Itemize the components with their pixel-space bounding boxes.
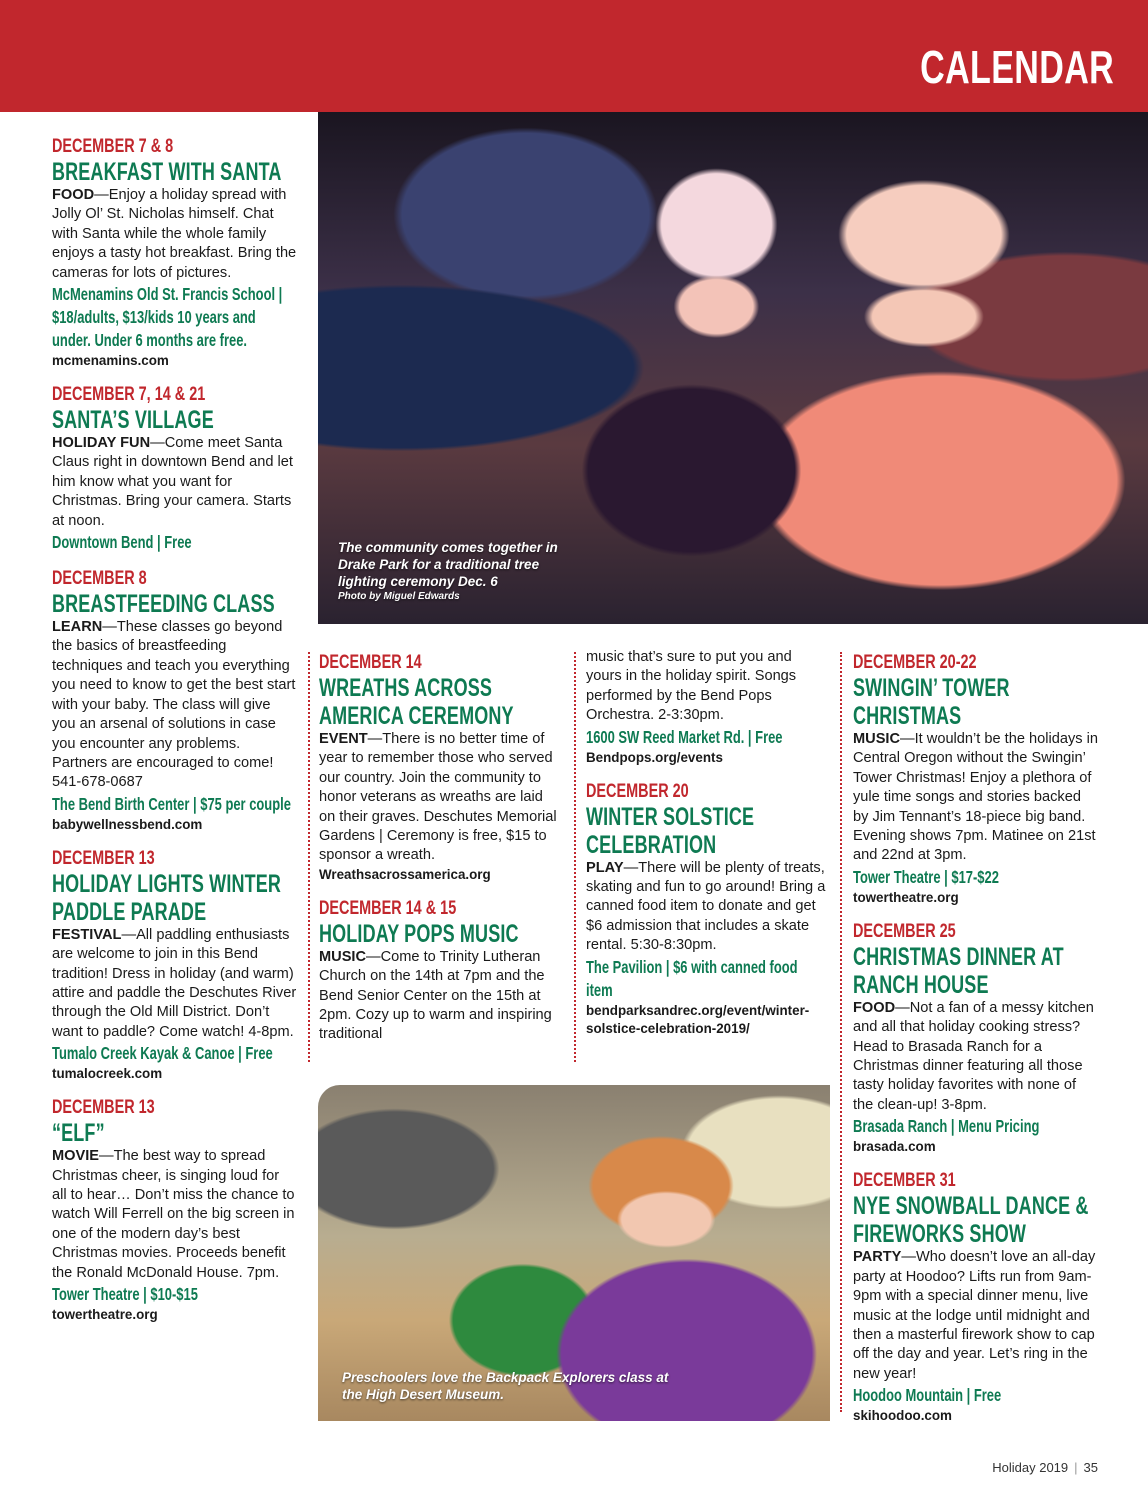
photo-caption: Preschoolers love the Backpack Explorers class at the High Desert Museum. xyxy=(342,1370,669,1402)
event-link[interactable]: babywellnessbend.com xyxy=(52,816,203,832)
event-category: HOLIDAY FUN xyxy=(52,435,151,452)
event-date: DECEMBER 31 xyxy=(853,1170,956,1192)
event-text: —There will be plenty of treats, skating and fun to go around! Bring a canned food item to donate and get $6 admission that includes a skate rental. 5:30-8:30pm. xyxy=(586,859,826,954)
event-venue: Tumalo Creek Kayak & Canoe | Free xyxy=(52,1043,273,1064)
event-category: LEARN xyxy=(52,619,103,636)
event-description xyxy=(853,1248,1098,1384)
event-text: —Who doesn’t love an all-day party at Hoodoo? Lifts run from 9am-9pm with a special dinner menu, live music at the lodge until midnight and then a masterful firework show to cap off the day and year. Let’s ring in the new year! xyxy=(853,1249,1096,1382)
event-venue: The Bend Birth Center | $75 per couple xyxy=(52,793,291,814)
event-description xyxy=(52,1147,297,1283)
event-title: SANTA’S VILLAGE xyxy=(52,406,214,435)
event-link[interactable]: tumalocreek.com xyxy=(52,1066,163,1082)
event-text: —The best way to spread Christmas cheer, is singing loud for all to hear… Don’t miss the chance to watch Will Ferrell on the big screen in one of the modern day’s best Christmas movies. Proceeds benefit the Ronald McDonald House. 7pm. xyxy=(52,1148,295,1281)
event-title: “ELF” xyxy=(52,1119,105,1148)
event-category: PARTY xyxy=(853,1249,902,1266)
event-description xyxy=(319,948,562,1045)
event-description xyxy=(586,859,826,956)
event-title: HOLIDAY LIGHTS WINTER PADDLE PARADE xyxy=(52,869,282,926)
column-2 xyxy=(319,652,562,1059)
event-item xyxy=(586,781,826,1038)
tree-lighting-photo xyxy=(318,112,1148,624)
event-venue: Hoodoo Mountain | Free xyxy=(853,1385,1002,1406)
event-title: BREASTFEEDING CLASS xyxy=(52,590,275,619)
event-item xyxy=(853,921,1098,1156)
section-title: CALENDAR xyxy=(920,41,1114,93)
event-category: EVENT xyxy=(319,731,368,747)
column-4 xyxy=(853,652,1098,1439)
event-title: WINTER SOLSTICE CELEBRATION xyxy=(586,802,755,859)
event-link[interactable]: bendparksandrec.org/event/winter-solstice-celebration-2019/ xyxy=(586,1002,810,1036)
preschool-photo xyxy=(318,1085,830,1421)
event-link[interactable]: Wreathsacrossamerica.org xyxy=(319,866,491,882)
event-category: MUSIC xyxy=(853,731,901,747)
event-description xyxy=(52,926,297,1042)
column-divider xyxy=(308,652,310,1062)
header-banner xyxy=(0,0,1148,112)
event-text: —These classes go beyond the basics of breastfeeding techniques and teach you everything you need to know to get the best start with your baby. The class will give you an arsenal of solutions in case you encounter any problems. Partners are encouraged to come! 541-678-0687 xyxy=(52,619,296,791)
event-description xyxy=(853,999,1098,1115)
event-description xyxy=(853,730,1098,866)
event-date: DECEMBER 14 & 15 xyxy=(319,897,457,919)
event-date: DECEMBER 7, 14 & 21 xyxy=(52,384,206,406)
event-text: —Come meet Santa Claus right in downtown Bend and let him know what you want for Christmas. Bring your camera. Starts at noon. xyxy=(52,435,293,529)
event-category: FOOD xyxy=(52,187,95,203)
event-venue: Downtown Bend | Free xyxy=(52,532,192,553)
event-venue: McMenamins Old St. Francis School | $18/adults, $13/kids 10 years and under. Under 6 months are free. xyxy=(52,284,283,351)
photo-credit: Photo by Miguel Edwards xyxy=(338,591,460,602)
caption-text: The community comes together in Drake Park for a traditional tree lighting ceremony Dec. 6 xyxy=(338,540,558,589)
event-link[interactable]: Bendpops.org/events xyxy=(586,749,723,765)
event-item xyxy=(52,568,297,834)
event-category: FESTIVAL xyxy=(52,926,122,943)
event-item xyxy=(52,384,297,554)
issue-name: Holiday 2019 xyxy=(992,1460,1069,1475)
event-text: —Come to Trinity Lutheran Church on the 14th at 7pm and the Bend Senior Center on the 15th at 2pm. Cozy up to warm and inspiring traditional xyxy=(319,948,552,1043)
column-3 xyxy=(586,648,826,1052)
event-title: SWINGIN’ TOWER CHRISTMAS xyxy=(853,674,1010,730)
event-text: —It wouldn’t be the holidays in Central Oregon without the Swingin’ Tower Christmas! Enjoy a plethora of yule time songs and stories backed by Jim Tennant’s 18-piece big band. Evening shows 7pm. Matinee on 21st and 22nd at 3pm. xyxy=(853,731,1098,864)
page-footer: Holiday 2019 | 35 xyxy=(992,1460,1098,1475)
event-description xyxy=(319,730,562,866)
event-date: DECEMBER 13 xyxy=(52,847,155,869)
event-item xyxy=(52,136,297,370)
event-venue: Brasada Ranch | Menu Pricing xyxy=(853,1116,1040,1137)
event-date: DECEMBER 25 xyxy=(853,920,956,942)
event-venue: Tower Theatre | $10-$15 xyxy=(52,1284,198,1304)
event-text: —All paddling enthusiasts are welcome to join in this Bend tradition! Dress in holiday (and warm) attire and paddle the Deschutes River through the Old Mill District. Don’t want to paddle? Come watch! 4-8pm. xyxy=(52,926,297,1040)
event-item xyxy=(853,1170,1098,1425)
event-title: BREAKFAST WITH SANTA xyxy=(52,158,282,186)
event-item xyxy=(319,898,562,1045)
event-item-continued xyxy=(586,648,826,767)
event-date: DECEMBER 20 xyxy=(586,780,689,802)
event-link[interactable]: towertheatre.org xyxy=(853,889,959,905)
event-description: music that’s sure to put you and yours in the holiday spirit. Songs performed by the Bend Pops Orchestra. 2-3:30pm. xyxy=(586,649,797,724)
column-divider xyxy=(574,652,576,1062)
column-1 xyxy=(52,136,297,1338)
event-description xyxy=(52,618,297,793)
event-venue: The Pavilion | $6 with canned food item xyxy=(586,956,798,1000)
event-category: FOOD xyxy=(853,999,896,1016)
event-date: DECEMBER 14 xyxy=(319,652,422,673)
event-venue: Tower Theatre | $17-$22 xyxy=(853,866,999,887)
event-category: MOVIE xyxy=(52,1148,100,1165)
event-category: PLAY xyxy=(586,859,624,876)
event-item xyxy=(319,652,562,884)
event-link[interactable]: skihoodoo.com xyxy=(853,1408,952,1424)
event-title: WREATHS ACROSS AMERICA CEREMONY xyxy=(319,674,514,730)
event-link[interactable]: towertheatre.org xyxy=(52,1307,158,1322)
event-date: DECEMBER 7 & 8 xyxy=(52,136,174,157)
event-date: DECEMBER 13 xyxy=(52,1097,155,1119)
event-link[interactable]: mcmenamins.com xyxy=(52,353,169,369)
event-item xyxy=(52,1097,297,1324)
event-category: MUSIC xyxy=(319,948,367,965)
event-item xyxy=(853,652,1098,907)
event-date: DECEMBER 8 xyxy=(52,568,147,590)
photo-caption xyxy=(338,539,568,604)
event-date: DECEMBER 20-22 xyxy=(853,652,977,673)
event-text: —Not a fan of a messy kitchen and all that holiday cooking stress? Head to Brasada Ranch for a Christmas dinner featuring all those tasty holiday favorites with none of the clean-up! 3-8pm. xyxy=(853,999,1094,1113)
event-venue: 1600 SW Reed Market Rd. | Free xyxy=(586,726,783,747)
event-description xyxy=(52,186,297,283)
event-title: NYE SNOWBALL DANCE & FIREWORKS SHOW xyxy=(853,1192,1089,1249)
event-link[interactable]: brasada.com xyxy=(853,1139,936,1155)
page-number: 35 xyxy=(1083,1460,1098,1475)
event-text: —There is no better time of year to remember those who served our country. Join the community to honor veterans as wreaths are laid on their graves. Deschutes Memorial Gardens | Ceremony is free, $15 to sponsor a wreath. xyxy=(319,731,557,864)
event-text: —Enjoy a holiday spread with Jolly Ol’ St. Nicholas himself. Chat with Santa while the whole family enjoys a tasty hot breakfast. Bring the cameras for lots of pictures. xyxy=(52,187,297,281)
event-item xyxy=(52,848,297,1083)
event-title: CHRISTMAS DINNER AT RANCH HOUSE xyxy=(853,942,1064,999)
event-title: HOLIDAY POPS MUSIC xyxy=(319,919,519,948)
column-divider xyxy=(840,652,842,1412)
event-description xyxy=(52,434,297,531)
